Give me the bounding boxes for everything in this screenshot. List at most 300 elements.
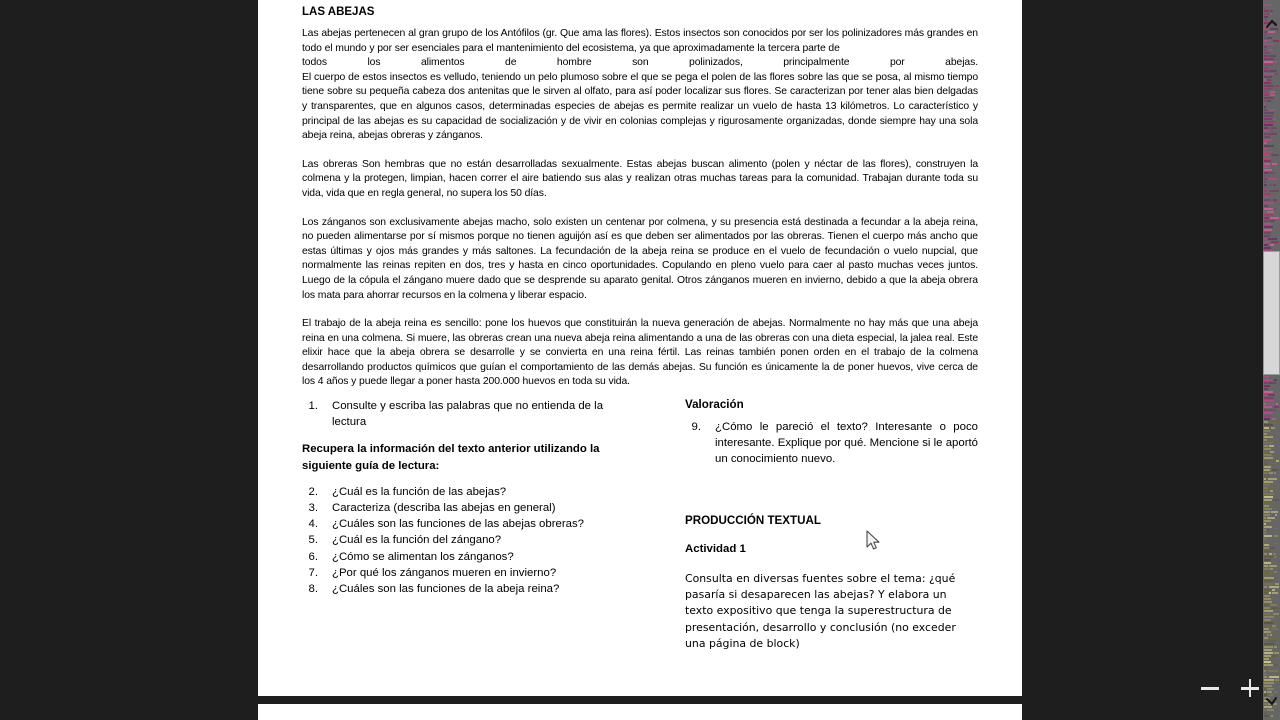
minimap-line	[1264, 118, 1272, 120]
minimap-line	[1264, 526, 1272, 528]
minimap-line	[1270, 13, 1272, 15]
minimap-line	[1269, 586, 1279, 588]
minimap-line	[1269, 178, 1278, 180]
minimap-line	[1272, 469, 1278, 471]
minimap-line	[1267, 79, 1271, 81]
minimap-line	[1273, 184, 1276, 186]
minimap-line	[1271, 130, 1273, 132]
minimap-line	[1264, 454, 1272, 456]
minimap-line	[1264, 598, 1271, 600]
minimap-line	[1264, 196, 1269, 198]
minimap-line	[1264, 544, 1269, 546]
minimap-line	[1273, 553, 1276, 555]
minimap-line	[1264, 658, 1269, 660]
minimap-line	[1276, 403, 1278, 405]
minimap-line	[1272, 514, 1274, 516]
minimap-line	[1264, 685, 1272, 687]
minimap-line	[1264, 142, 1267, 144]
minimap-line	[1269, 40, 1271, 42]
minimap-line	[1274, 556, 1277, 558]
minimap-line	[1270, 91, 1275, 93]
minimap-line	[1274, 646, 1277, 648]
minimap-line	[1264, 217, 1269, 219]
minimap-line	[1264, 40, 1268, 42]
minimap-line	[1274, 652, 1279, 654]
minimap-line	[1264, 133, 1267, 135]
minimap-line	[1270, 634, 1272, 636]
minimap-line	[1264, 427, 1269, 429]
minimap-line	[1269, 49, 1273, 51]
minimap-line	[1276, 85, 1279, 87]
minimap-line	[1264, 613, 1271, 615]
minimap-line	[1264, 397, 1274, 399]
minimap-line	[1264, 97, 1274, 99]
minimap-line	[1264, 535, 1272, 537]
minimap-line	[1264, 193, 1271, 195]
minimap-line	[1264, 586, 1267, 588]
question-list-intro	[302, 398, 629, 430]
minimap-line	[1271, 511, 1278, 513]
minimap-line	[1264, 496, 1273, 498]
minimap-line	[1269, 445, 1274, 447]
minimap-line	[1264, 100, 1266, 102]
minimap-line	[1264, 154, 1270, 156]
minimap-line	[1264, 550, 1271, 552]
minimap-line	[1264, 487, 1268, 489]
minimap-line	[1264, 517, 1266, 519]
minimap-line	[1264, 115, 1273, 117]
minimap-line	[1264, 538, 1266, 540]
minimap-line	[1264, 148, 1267, 150]
minimap-line	[1271, 628, 1278, 630]
minimap-line	[1264, 238, 1267, 240]
table-row	[302, 549, 629, 565]
minimap-line	[1264, 679, 1274, 681]
minimap-line	[1275, 709, 1277, 711]
minimap-line	[1264, 136, 1270, 138]
minimap-line	[1264, 667, 1268, 669]
minimap-line	[1264, 223, 1271, 225]
minimap-line	[1264, 691, 1266, 693]
minimap-line	[1271, 607, 1278, 609]
table-row	[302, 484, 629, 500]
minimap-line	[1264, 52, 1270, 54]
list-item-number: 5.	[308, 534, 318, 547]
minimap-line	[1264, 631, 1271, 633]
minimap-line	[1264, 556, 1273, 558]
minimap-line	[1264, 511, 1270, 513]
minimap-line	[1264, 67, 1269, 69]
minimap-line	[1275, 514, 1277, 516]
minimap-line	[1264, 106, 1266, 108]
minimap-line	[1264, 622, 1273, 624]
list-item-label: ¿Cuáles son las funciones de la abeja reina?	[332, 583, 560, 596]
minimap-line	[1264, 592, 1267, 594]
minimap-line	[1264, 472, 1268, 474]
minimap-line	[1264, 43, 1274, 45]
minimap-line	[1274, 472, 1276, 474]
minimap-line	[1264, 58, 1274, 60]
minimap-line	[1264, 589, 1271, 591]
list-item-label: Caracteriza (describa las abejas en general)	[332, 502, 556, 515]
minimap-line	[1264, 76, 1272, 78]
minimap-line	[1264, 34, 1266, 36]
minimap-line	[1270, 244, 1274, 246]
minimap-line	[1264, 130, 1269, 132]
minimap-line	[1264, 559, 1271, 561]
minimap-line	[1274, 208, 1276, 210]
minimap-line	[1264, 211, 1266, 213]
minimap-line	[1264, 376, 1269, 378]
list-item-label: ¿Cuál es la función de las abejas?	[332, 485, 507, 498]
minimap-line	[1264, 481, 1273, 483]
minimap-line	[1269, 70, 1277, 72]
minimap-line	[1271, 241, 1279, 243]
minimap-line	[1275, 622, 1279, 624]
minimap-line	[1273, 118, 1276, 120]
minimap-line	[1264, 391, 1273, 393]
minimap-line	[1273, 613, 1279, 615]
minimap-line	[1270, 451, 1274, 453]
body-spread-line: todos los alimentos de hombre son polinizados, principalmente por abejas.	[302, 57, 978, 69]
minimap-line	[1268, 133, 1277, 135]
body-paragraph: Las obreras Son hembras que no están desarrolladas sexualmente. Estas abejas buscan alimento (polen y néctar de las flores), construyen la colmena y la protegen, limpian, hacen correr el aire batiendo sus alas y realizan otras muchas tareas para la comunidad. Trabajan durante toda su vida, vida que en regla general, no supera los 50 días.	[302, 158, 978, 199]
minimap-line	[1264, 448, 1271, 450]
minimap-line	[1274, 379, 1277, 381]
minimap-line	[1269, 640, 1276, 642]
minimap-line	[1264, 475, 1270, 477]
minimap-line	[1264, 451, 1268, 453]
minimap-line	[1264, 580, 1273, 582]
minimap-line	[1264, 127, 1268, 129]
list-item-label: ¿Cuál es la función del zángano?	[332, 534, 502, 547]
minimap-line	[1264, 241, 1269, 243]
minimap-line	[1264, 379, 1272, 381]
minimap-line	[1271, 154, 1279, 156]
minimap-line	[1267, 13, 1269, 15]
valoracion-heading: Valoración	[685, 398, 744, 411]
minimap-line	[1264, 124, 1273, 126]
minimap-line	[1270, 421, 1279, 423]
minimap-line	[1267, 709, 1274, 711]
minimap-line	[1264, 688, 1266, 690]
list-item-label: ¿Cómo se alimentan los zánganos?	[332, 550, 514, 563]
scroll-up-arrow-icon[interactable]	[1265, 18, 1278, 31]
minimap-line	[1264, 637, 1268, 639]
document-page-1	[258, 0, 1022, 696]
minimap-line	[1264, 175, 1266, 177]
minimap-line	[1267, 691, 1272, 693]
list-item-label: ¿Cuáles son las funciones de las abejas obreras?	[332, 518, 585, 531]
minimap-line	[1272, 592, 1278, 594]
minimap-line	[1264, 157, 1271, 159]
table-row	[302, 565, 629, 581]
minimap-line	[1264, 712, 1266, 714]
minimap-line	[1264, 184, 1267, 186]
minimap-line	[1264, 46, 1267, 48]
minimap-line	[1264, 673, 1266, 675]
minimap-line	[1264, 199, 1271, 201]
minimap-line	[1268, 382, 1276, 384]
minimap-line	[1264, 202, 1274, 204]
minimap-line	[1269, 553, 1272, 555]
minimap-line	[1264, 418, 1270, 420]
minimap-line	[1268, 238, 1277, 240]
minimap-line	[1264, 547, 1269, 549]
minimap-line	[1264, 634, 1266, 636]
questions-left-column	[302, 398, 639, 653]
minimap-line	[1264, 406, 1272, 408]
minimap-line	[1264, 7, 1266, 9]
minimap-line	[1264, 181, 1266, 183]
minimap-line	[1271, 427, 1275, 429]
produccion-textual-heading: PRODUCCIÓN TEXTUAL	[685, 513, 821, 527]
minimap-line	[1264, 619, 1271, 621]
minimap-line	[1269, 565, 1277, 567]
minimap-line	[1271, 715, 1273, 717]
minimap-line	[1264, 532, 1266, 534]
minimap-line	[1264, 514, 1270, 516]
minimap-line	[1264, 79, 1266, 81]
minimap-line	[1264, 682, 1274, 684]
minimap-line	[1264, 94, 1269, 96]
minimap-line	[1270, 604, 1277, 606]
list-item	[302, 398, 629, 430]
minimap-line	[1264, 151, 1272, 153]
zoom-controls	[1200, 678, 1260, 698]
minimap-line	[1269, 109, 1276, 111]
minimap-line	[1264, 616, 1274, 618]
minimap-line	[1276, 460, 1279, 462]
minimap-line	[1264, 508, 1272, 510]
minimap-line	[1264, 646, 1273, 648]
minimap-line	[1264, 607, 1270, 609]
reading-guide-heading: Recupera la información del texto anterior utilizando la siguiente guía de lectura:	[302, 443, 600, 472]
minimap-line	[1264, 10, 1269, 12]
minimap-line	[1274, 61, 1277, 63]
minimap-line	[1264, 409, 1267, 411]
minimap-line	[1264, 160, 1271, 162]
document-page-2	[258, 704, 1022, 720]
minimap-line	[1270, 637, 1279, 639]
minimap-line	[1264, 55, 1268, 57]
minimap-scrollbar[interactable]	[1263, 0, 1280, 720]
actividad-paragraph: Consulta en diversas fuentes sobre el tema: ¿qué pasaría si desaparecen las abejas? Y elabora un texto expositivo que tenga la superestructura de presentación, desarrollo y conclusión (no exceder una página de block)	[685, 571, 956, 651]
page-title: LAS ABEJAS	[302, 6, 375, 18]
question-list	[302, 484, 629, 597]
minimap-line	[1268, 175, 1270, 177]
minimap-line	[1264, 109, 1267, 111]
minimap-line	[1264, 121, 1266, 123]
minimap-line	[1264, 664, 1273, 666]
minimap-line	[1264, 676, 1267, 678]
minimap-line	[1264, 235, 1270, 237]
minimap-line	[1270, 568, 1273, 570]
minimap-line	[1264, 205, 1268, 207]
list-item-number: 3.	[308, 502, 318, 515]
minimap-line	[1275, 73, 1278, 75]
body-paragraph: El cuerpo de estos insectos es velludo, teniendo un pelo plumoso sobre el que se pega el polen de las flores sobre las que se posa, al mismo tiempo tiene sobre su pequeña cabeza dos antenitas que le sirven al olfato, para así poder localizar sus flores. Se caracterizan por tener alas bien delgadas y transparentes, que en algunos casos, determinadas especies de abejas es permite realizar un vuelo de hasta 13 kilómetros. Lo característico y principal de las abejas es su capacidad de socialización y de vivir en colonias complejas y rigurosamente organizadas, donde siempre hay una sola abeja reina, abejas obreras y zánganos.	[302, 71, 978, 142]
minimap-line	[1264, 37, 1266, 39]
minimap-line	[1264, 463, 1268, 465]
minimap-line	[1264, 169, 1272, 171]
minimap-line	[1264, 187, 1266, 189]
minimap-line	[1264, 412, 1273, 414]
body-paragraph: El trabajo de la abeja reina es sencillo: pone los huevos que constituirán la nueva generación de abejas. Normalmente no hay más que una abeja reina en una colmena. Si muere, las obreras crean una nueva abeja reina alimentando a una de las obreras con una dieta especial, la jalea real. Este elixir hace que la abeja obrera se desarrolle y se convierta en una reina fértil. Las reinas también ponen orden en el trabajo de la colmena desarrollando productos químicos que guían el comportamiento de las demás abejas. Su función es únicamente la de poner huevos, vive cerca de los 4 años y puede llegar a poner hasta 200.000 huevos en toda su vida.	[302, 318, 978, 388]
minimap-line	[1270, 127, 1277, 129]
minimap-line	[1271, 214, 1273, 216]
minimap-line	[1264, 403, 1266, 405]
minimap-line	[1264, 460, 1274, 462]
minimap-line	[1264, 562, 1271, 564]
minimap-line	[1272, 163, 1277, 165]
minimap-line	[1267, 517, 1275, 519]
minimap-line	[1264, 571, 1272, 573]
minimap-line	[1272, 418, 1276, 420]
minimap-line	[1264, 400, 1274, 402]
minimap-line	[1269, 472, 1273, 474]
body-paragraph: Los zánganos son exclusivamente abejas macho, solo existen un centenar por colmena, y su presencia está destinada a fecundar a la abeja reina, no pueden alimentarse por sí mismos porque no tienen aguijón así es que deben ser alimentados por las obreras. Tienen el cuerpo más ancho que estas últimas y ojos más grandes y más saltones. La fecundación de la abeja reina se produce en el vuelo de fecundación o vuelo nupcial, que normalmente las reinas repiten en dos, tres y hasta en cinco oportunidades. Copulando en pleno vuelo para caer al pasto muchas veces juntos. Luego de la cópula el zángano muere dado que se desprende su aparato genital. Otros zánganos mueren en invierno, debido a que la abeja obrera los mata para ahorrar recursos en la colmena y liberar espacio.	[302, 216, 978, 301]
valoracion-list	[685, 419, 978, 468]
minimap-line	[1264, 163, 1270, 165]
minimap-line	[1267, 688, 1274, 690]
list-item-number: 7.	[308, 566, 318, 579]
minimap-line	[1264, 493, 1274, 495]
minimap-line	[1264, 430, 1270, 432]
minimap-line	[1264, 652, 1273, 654]
minimap-line	[1264, 13, 1266, 15]
minimap-line	[1264, 442, 1273, 444]
minimap-line	[1270, 217, 1279, 219]
minimap-line	[1264, 73, 1274, 75]
minimap-line	[1264, 61, 1273, 63]
minimap-line	[1264, 145, 1274, 147]
minimap-line	[1267, 529, 1269, 531]
minimap-line	[1264, 31, 1267, 33]
minimap-line	[1264, 583, 1273, 585]
minimap-line	[1273, 40, 1279, 42]
minimap-line	[1264, 655, 1271, 657]
minimap-line	[1264, 220, 1268, 222]
minimap-line	[1268, 31, 1275, 33]
actividad-heading: Actividad 1	[685, 542, 746, 555]
minimap-line	[1267, 634, 1269, 636]
minimap-line	[1264, 424, 1273, 426]
minimap-line	[1269, 220, 1275, 222]
questions-columns	[258, 398, 1022, 653]
scroll-down-arrow-icon[interactable]	[1265, 694, 1278, 707]
list-item-label: ¿Por qué los zánganos mueren en invierno?	[332, 566, 557, 579]
minimap-line	[1264, 226, 1273, 228]
minimap-line	[1264, 382, 1267, 384]
zoom-in-button[interactable]	[1240, 678, 1260, 698]
minimap-line	[1270, 463, 1278, 465]
minimap-line	[1264, 436, 1273, 438]
minimap-line	[1264, 604, 1269, 606]
scrollbar-thumb[interactable]	[1263, 251, 1280, 375]
minimap-line	[1264, 388, 1268, 390]
minimap-line	[1264, 502, 1273, 504]
minimap-line	[1264, 595, 1270, 597]
minimap-line	[1264, 670, 1266, 672]
minimap-line	[1264, 601, 1272, 603]
minimap-line	[1270, 490, 1273, 492]
minimap-line	[1264, 568, 1269, 570]
minimap-line	[1268, 670, 1278, 672]
minimap-line	[1269, 55, 1276, 57]
minimap-line	[1264, 565, 1268, 567]
minimap-line	[1264, 70, 1268, 72]
minimap-line	[1272, 625, 1276, 627]
minimap-line	[1264, 247, 1271, 249]
list-item-number: 4.	[308, 518, 318, 531]
table-row	[302, 516, 629, 532]
minimap-line	[1264, 529, 1266, 531]
minimap-line	[1264, 166, 1270, 168]
table-row	[302, 500, 629, 516]
minimap-line	[1264, 523, 1266, 525]
minimap-line	[1264, 415, 1272, 417]
list-item-label: Consulte y escriba las palabras que no entienda de la lectura	[332, 400, 604, 429]
minimap-line	[1264, 466, 1271, 468]
list-item-number: 6.	[308, 550, 318, 563]
minimap-line	[1264, 490, 1268, 492]
list-item-label: ¿Cómo le pareció el texto? Interesante o poco interesante. Explique por qué. Mencione si le aportó un conocimiento nuevo.	[715, 421, 978, 466]
minimap-line	[1275, 679, 1279, 681]
minimap-line	[1264, 439, 1267, 441]
minimap-line	[1274, 535, 1278, 537]
minimap-line	[1264, 649, 1272, 651]
minimap-line	[1264, 82, 1271, 84]
minimap-line	[1264, 625, 1270, 627]
table-row	[302, 581, 629, 597]
minimap-line	[1267, 211, 1274, 213]
zoom-out-button[interactable]	[1200, 678, 1220, 698]
list-item-number: 2.	[308, 485, 318, 498]
minimap-line	[1264, 214, 1270, 216]
minimap-line	[1264, 445, 1268, 447]
table-row	[302, 532, 629, 548]
minimap-line	[1264, 433, 1267, 435]
minimap-line	[1264, 469, 1270, 471]
minimap-line	[1269, 487, 1278, 489]
minimap-line	[1264, 505, 1269, 507]
minimap-line	[1264, 520, 1271, 522]
minimap-line	[1274, 571, 1277, 573]
minimap-line	[1264, 709, 1266, 711]
minimap-line	[1264, 88, 1272, 90]
minimap-line	[1264, 610, 1273, 612]
minimap-line	[1264, 643, 1274, 645]
minimap-line	[1264, 628, 1269, 630]
minimap-line	[1264, 640, 1268, 642]
list-item-number: 8.	[308, 583, 318, 596]
minimap-line	[1268, 409, 1276, 411]
list-item-number: 1.	[308, 400, 318, 412]
minimap-line	[1269, 676, 1279, 678]
minimap-line	[1264, 178, 1267, 180]
minimap-line	[1264, 49, 1267, 51]
minimap-line	[1270, 94, 1275, 96]
minimap-line	[1272, 589, 1275, 591]
minimap-line	[1267, 100, 1271, 102]
minimap-line	[1264, 421, 1268, 423]
minimap-line	[1274, 664, 1278, 666]
minimap-line	[1269, 439, 1276, 441]
minimap-line	[1264, 112, 1274, 114]
minimap-line	[1264, 574, 1273, 576]
minimap-line	[1264, 85, 1274, 87]
